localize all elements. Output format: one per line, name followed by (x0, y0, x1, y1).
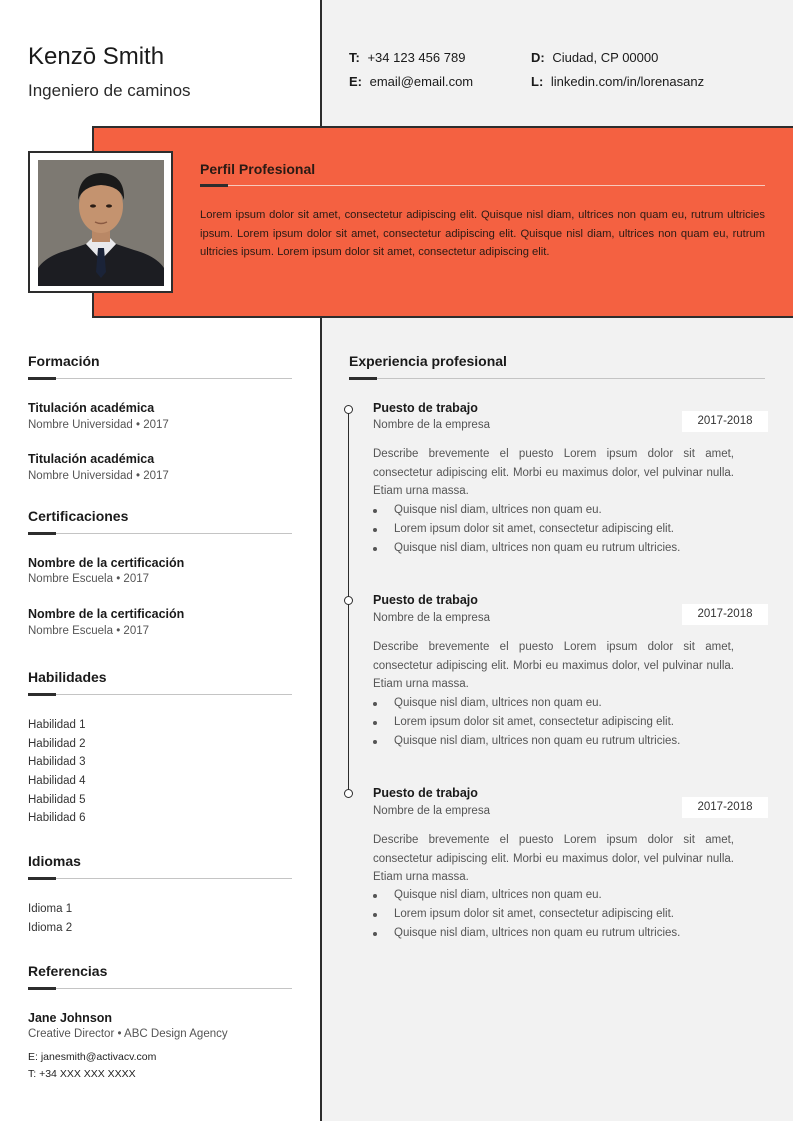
contact-address (531, 50, 658, 65)
timeline-dot (344, 789, 353, 798)
reference-phone: T: +34 XXX XXX XXXX (28, 1068, 136, 1080)
job-bullet: Quisque nisl diam, ultrices non quam eu rutrum ultricies. (373, 924, 753, 943)
languages-accent (28, 877, 56, 880)
skill-item: Habilidad 5 (28, 794, 86, 806)
timeline-dot (344, 405, 353, 414)
profile-photo-frame (28, 151, 173, 293)
education-rule (28, 378, 292, 379)
profile-heading: Perfil Profesional (200, 161, 316, 177)
column-divider (320, 316, 322, 1121)
job-bullet: Quisque nisl diam, ultrices non quam eu. (373, 694, 753, 713)
candidate-title: Ingeniero de caminos (28, 81, 191, 100)
job-bullet: Quisque nisl diam, ultrices non quam eu rutrum ultricies. (373, 732, 753, 751)
education-item-sub: Nombre Universidad • 2017 (28, 419, 169, 431)
profile-heading-accent (200, 184, 228, 187)
job-description: Describe brevemente el puesto Lorem ipsum dolor sit amet, consectetur adipiscing elit. Morbi eu maximus dolor, vel pulvinar nulla. Etiam urna massa. (373, 641, 734, 690)
contact-phone-value: +34 123 456 789 (367, 50, 466, 65)
skill-item: Habilidad 1 (28, 719, 86, 731)
education-item-sub: Nombre Universidad • 2017 (28, 470, 169, 482)
contact-email-label: E: (349, 74, 362, 89)
job-date-badge: 2017-2018 (682, 411, 768, 432)
education-item-title: Titulación académica (28, 452, 155, 466)
contact-email (349, 74, 473, 89)
profile-heading-rule (200, 185, 765, 186)
skills-accent (28, 693, 56, 696)
job-bullets (373, 886, 753, 943)
education-heading: Formación (28, 353, 100, 369)
references-accent (28, 987, 56, 990)
job-company: Nombre de la empresa (373, 612, 490, 624)
profile-photo (38, 160, 164, 286)
job-date-badge: 2017-2018 (682, 604, 768, 625)
profile-summary: Lorem ipsum dolor sit amet, consectetur adipiscing elit. Quisque nisl diam, ultrices non quam eu, rutrum ultricies ipsum. Lorem ipsum dolor sit amet, consectetur adipiscing elit. Quisque nisl diam, ultrices non quam eu, rutrum ultricies ipsum. Lorem ipsum dolor sit amet, consectetur adipiscing elit. (200, 209, 765, 258)
job-bullet: Quisque nisl diam, ultrices non quam eu. (373, 886, 753, 905)
job-description: Describe brevemente el puesto Lorem ipsum dolor sit amet, consectetur adipiscing elit. Morbi eu maximus dolor, vel pulvinar nulla. Etiam urna massa. (373, 834, 734, 883)
reference-name: Jane Johnson (28, 1011, 113, 1025)
column-divider (320, 0, 322, 128)
skill-item: Habilidad 4 (28, 775, 86, 787)
job-title: Puesto de trabajo (373, 401, 478, 415)
certifications-accent (28, 532, 56, 535)
job-bullets (373, 501, 753, 558)
contact-linkedin (531, 74, 704, 89)
reference-email: E: janesmith@activacv.com (28, 1051, 157, 1063)
job-description: Describe brevemente el puesto Lorem ipsum dolor sit amet, consectetur adipiscing elit. Morbi eu maximus dolor, vel pulvinar nulla. Etiam urna massa. (373, 448, 734, 497)
portrait-illustration (38, 160, 164, 286)
contact-address-label: D: (531, 50, 545, 65)
skill-item: Habilidad 6 (28, 812, 86, 824)
job-bullet: Lorem ipsum dolor sit amet, consectetur adipiscing elit. (373, 520, 753, 539)
reference-role: Creative Director • ABC Design Agency (28, 1028, 228, 1040)
language-item: Idioma 2 (28, 922, 73, 934)
skills-rule (28, 694, 292, 695)
education-item-title: Titulación académica (28, 401, 155, 415)
contact-address-value: Ciudad, CP 00000 (552, 50, 659, 65)
job-company: Nombre de la empresa (373, 419, 490, 431)
languages-rule (28, 878, 292, 879)
job-bullet: Lorem ipsum dolor sit amet, consectetur adipiscing elit. (373, 713, 753, 732)
certification-item-title: Nombre de la certificación (28, 607, 185, 621)
contact-email-value: email@email.com (369, 74, 474, 89)
experience-heading: Experiencia profesional (349, 353, 507, 369)
contact-linkedin-value: linkedin.com/in/lorenasanz (550, 74, 705, 89)
certifications-rule (28, 533, 292, 534)
certification-item-sub: Nombre Escuela • 2017 (28, 625, 150, 637)
job-bullet: Lorem ipsum dolor sit amet, consectetur adipiscing elit. (373, 905, 753, 924)
skills-heading: Habilidades (28, 669, 107, 685)
contact-linkedin-label: L: (531, 74, 544, 89)
references-rule (28, 988, 292, 989)
job-bullet: Quisque nisl diam, ultrices non quam eu rutrum ultricies. (373, 539, 753, 558)
contact-phone (349, 50, 465, 65)
language-item: Idioma 1 (28, 903, 73, 915)
education-accent (28, 377, 56, 380)
skill-item: Habilidad 3 (28, 756, 86, 768)
experience-accent (349, 377, 377, 380)
job-bullets (373, 694, 753, 751)
certification-item-title: Nombre de la certificación (28, 556, 185, 570)
job-company: Nombre de la empresa (373, 805, 490, 817)
references-heading: Referencias (28, 963, 108, 979)
languages-heading: Idiomas (28, 853, 81, 869)
candidate-name: Kenzō Smith (28, 43, 165, 70)
timeline-dot (344, 596, 353, 605)
job-bullet: Quisque nisl diam, ultrices non quam eu. (373, 501, 753, 520)
skill-item: Habilidad 2 (28, 738, 86, 750)
certification-item-sub: Nombre Escuela • 2017 (28, 573, 150, 585)
job-date-badge: 2017-2018 (682, 797, 768, 818)
certifications-heading: Certificaciones (28, 508, 129, 524)
job-title: Puesto de trabajo (373, 786, 478, 800)
contact-phone-label: T: (349, 50, 360, 65)
experience-rule (349, 378, 765, 379)
job-title: Puesto de trabajo (373, 593, 478, 607)
